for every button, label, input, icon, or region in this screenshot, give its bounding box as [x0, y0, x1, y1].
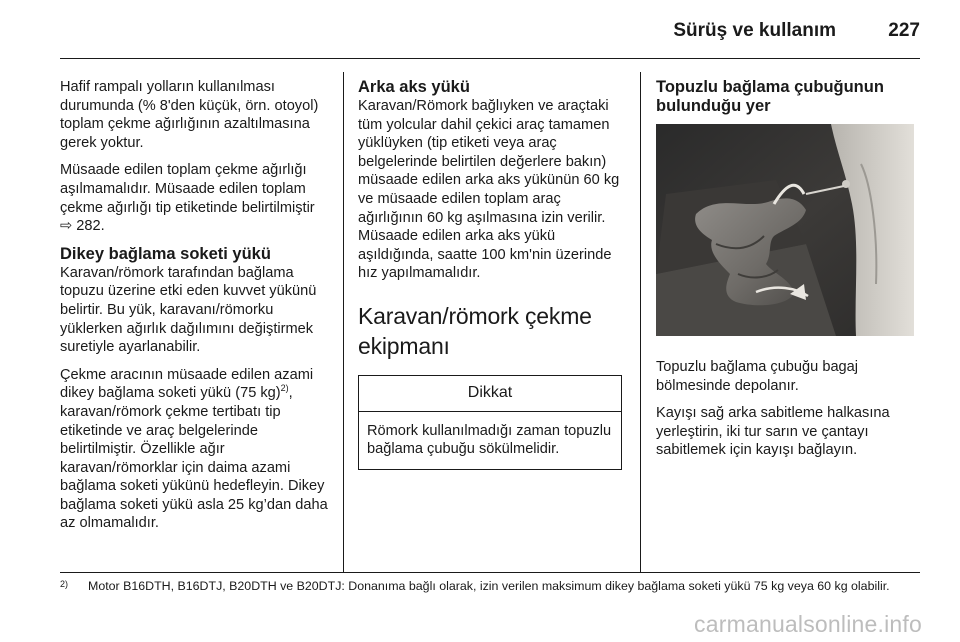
column-divider-2: [640, 72, 641, 572]
page-header: [60, 18, 920, 48]
column-2: [358, 78, 628, 470]
footnote-ref-2[interactable]: 2): [280, 383, 289, 394]
page-ref-arrow-icon[interactable]: ⇨: [60, 218, 73, 235]
footnote-mark: 2): [60, 579, 69, 589]
heading-tow-bar-location: Topuzlu bağlama çubuğunun bulunduğu yer: [656, 78, 884, 115]
paragraph-ramp: Hafif rampalı yolların kullanılması durumunda (% 8'den küçük, örn. otoyol) toplam çekme ağırlığının azaltılmasına gerek yoktur.: [60, 79, 319, 151]
paragraph-rear-axle: Karavan/Römork bağlıyken ve araçtaki tüm yolcular dahil çekici araç tamamen yüklüyken (tip etiketi veya araç belgelerinde belirtilen değerlere bakın) müsaade edilen arka aks yükünün 60 kg ve müsaade edilen toplam araç ağırlığının 60 kg aşılmasına izin verilir. Müsaade edilen arka aks yükü aşıldığında, saatte 100 km'nin üzerinde hız yapılmamalıdır.: [358, 98, 620, 282]
paragraph-total-weight: [60, 161, 328, 235]
paragraph-vertical-load-intro: Karavan/römork tarafından bağlama topuzu üzerine etki eden kuvvet yükünü belirtir. Bu yük, karavanı/römorku yüklerken ağırlık dağılımını değiştirmek suretiyle ayarlanabilir.: [60, 264, 317, 356]
page-number: 227: [888, 20, 920, 41]
caution-text: Römork kullanılmadığı zaman topuzlu bağlama çubuğu sökülmelidir.: [367, 422, 612, 458]
heading-rear-axle: Arka aks yükü: [358, 78, 470, 96]
page-ref-number[interactable]: 282.: [72, 218, 105, 235]
paragraph-vertical-load-limit: [60, 366, 328, 533]
paragraph-strap-instruction: Kayışı sağ arka sabitleme halkasına yerleştirin, iki tur sarın ve çantayı sabitlemek için kayışı bağlayın.: [656, 405, 890, 459]
footnote: [60, 579, 920, 593]
watermark: carmanualsonline.info: [694, 611, 922, 637]
tow-bar-bag-illustration: [656, 124, 914, 336]
heading-vertical-load: Dikey bağlama soketi yükü: [60, 244, 271, 263]
caution-title: Dikkat: [359, 376, 621, 412]
column-1: [60, 78, 328, 542]
column-3: [656, 78, 920, 469]
tow-bar-photo: [656, 124, 914, 336]
header-divider: [60, 58, 920, 59]
column-divider-1: [343, 72, 344, 572]
footnote-text: Motor B16DTH, B16DTJ, B20DTH ve B20DTJ: Donanıma bağlı olarak, izin verilen maksimum dikey bağlama soketi yükü 75 kg veya 60 kg olabilir.: [88, 579, 890, 593]
paragraph-vertical-load-limit-text-2: , karavan/römork çekme tertibatı tip etiketinde ve araç belgelerinde belirtilmiştir. Özellikle ağır karavan/römorklar için daima azami bağlama soketi yükünü hedefleyin. Dikey bağlama soketi yükü asla 25 kg’dan daha az olmamalıdır.: [60, 385, 328, 532]
caution-box: [358, 375, 622, 470]
heading-towing-equipment: Karavan/römork çekme ekipmanı: [358, 302, 592, 359]
paragraph-total-weight-text: Müsaade edilen toplam çekme ağırlığı aşılmamalıdır. Müsaade edilen toplam çekme ağırlığı tip etiketinde belirtilmiştir: [60, 162, 315, 216]
paragraph-storage: Topuzlu bağlama çubuğu bagaj bölmesinde depolanır.: [656, 359, 859, 394]
footnote-divider: [60, 572, 920, 573]
section-title: Sürüş ve kullanım: [673, 20, 836, 41]
paragraph-vertical-load-limit-text: Çekme aracının müsaade edilen azami dikey bağlama soketi yükü (75 kg): [60, 366, 314, 402]
